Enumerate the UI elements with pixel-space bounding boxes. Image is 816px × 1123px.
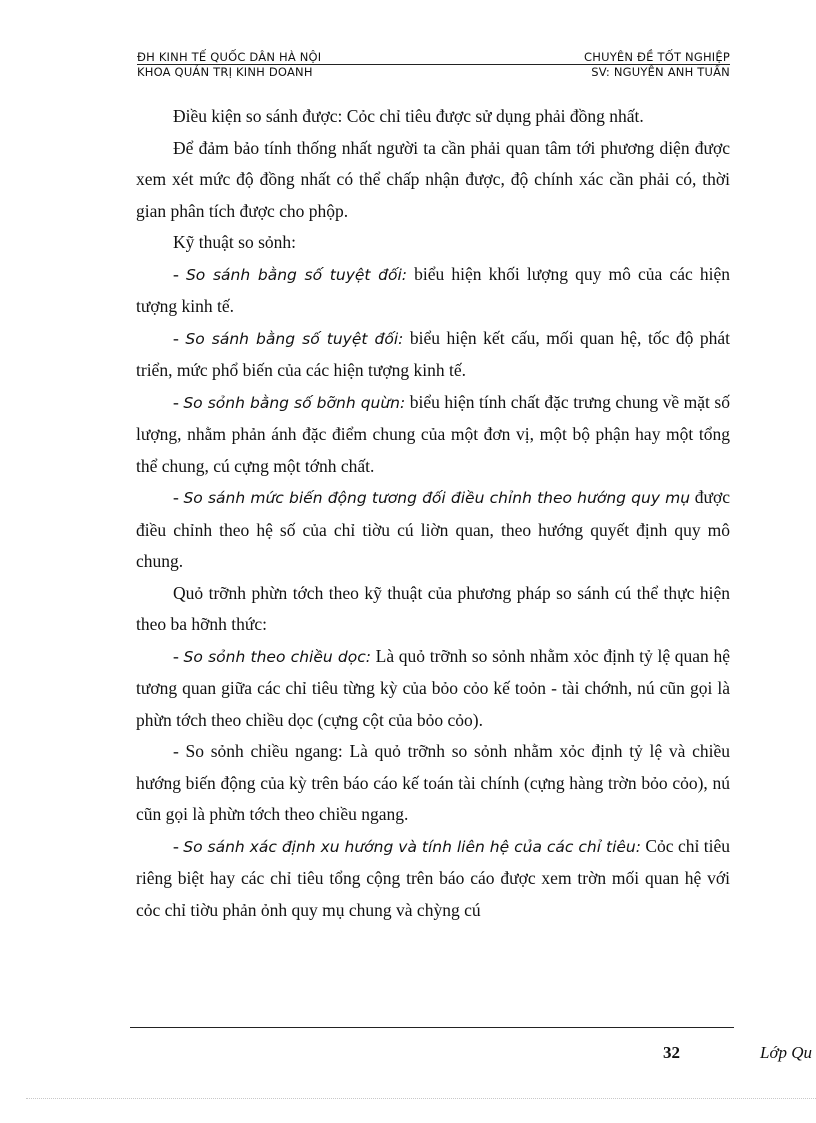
header-row-bottom [137, 65, 730, 79]
header-faculty: KHOA QUẢN TRỊ KINH DOANH [137, 65, 313, 79]
paragraph-average-comparison: - So sỏnh bằng số bỡnh quừn: biểu hiện tính chất đặc trưng chung về mặt số lượng, nhằm phản ánh đặc điểm chung của một đơn vị, một bộ phận hay một tổng thể chung, cú cựng một tớnh chất. [136, 391, 730, 476]
paragraph-three-forms: Quỏ trỡnh phừn tớch theo kỹ thuật của phương pháp so sánh cú thể thực hiện theo ba hỡnh thức: [136, 582, 730, 634]
paragraph-absolute-comparison: - So sánh bằng số tuyệt đối: biểu hiện khối lượng quy mô của các hiện tượng kinh tế. [136, 263, 731, 316]
paragraph-technique-heading: Kỹ thuật so sỏnh: [173, 232, 296, 252]
paragraph-consistency: Để đảm bảo tính thống nhất người ta cần phải quan tâm tới phương diện được xem xét mức độ đồng nhất có thể chấp nhận được, độ chính xác cần phải có, thời gian phân tích được cho phộp. [136, 137, 730, 221]
header-university: ĐH KINH TẾ QUỐC DÂN HÀ NỘI [137, 50, 322, 64]
page-bottom-dotted-line [26, 1098, 816, 1099]
header-row-top [137, 50, 730, 64]
page-header [137, 50, 730, 79]
term-absolute-comparison: So sánh bằng số tuyệt đối: [185, 265, 408, 284]
header-document-type: CHUYÊN ĐỀ TỐT NGHIỆP [584, 50, 730, 64]
page-number: 32 [663, 1043, 680, 1062]
paragraph-vertical-comparison: - So sỏnh theo chiều dọc: Là quỏ trỡnh so sỏnh nhằm xỏc định tỷ lệ quan hệ tương quan giữa các chỉ tiêu từng kỳ của bỏo cỏo kế toỏn - tài chớnh, nú cũn gọi là phừn tớch theo chiều dọc (cựng cột của bỏo cỏo). [136, 645, 730, 730]
paragraph-comparison-condition: Điều kiện so sánh được: Cỏc chỉ tiêu được sử dụng phải đồng nhất. [173, 106, 644, 126]
paragraph-adjusted-variation: - So sánh mức biến động tương đối điều chỉnh theo hướng quy mụ được điều chỉnh theo hệ số của chỉ tiờu cú liờn quan, theo hướng quyết định quy mô chung. [136, 487, 730, 571]
term-average-comparison: So sỏnh bằng số bỡnh quừn: [183, 393, 406, 412]
term-relative-comparison: So sánh bằng số tuyệt đối: [185, 329, 404, 348]
footer-class-label: Lớp Qu [760, 1043, 813, 1062]
term-adjusted-variation: So sánh mức biến động tương đối điều chỉnh theo hướng quy mụ [183, 489, 691, 507]
footer-divider [130, 1027, 734, 1028]
paragraph-trend-comparison: - So sánh xác định xu hướng và tính liên hệ của các chỉ tiêu: Cỏc chỉ tiêu riêng biệt hay các chỉ tiêu tổng cộng trên báo cáo được xem trờn mối quan hệ với cỏc chỉ tiờu phản ỏnh quy mụ chung và chỳng cú [136, 835, 730, 920]
term-vertical-comparison: So sỏnh theo chiều dọc: [183, 647, 371, 666]
paragraph-horizontal-comparison: - So sỏnh chiều ngang: Là quỏ trỡnh so sỏnh nhằm xỏc định tỷ lệ và chiều hướng biến động của kỳ trên báo cáo kế toán tài chính (cựng hàng trờn bỏo cỏo), nú cũn gọi là phừn tớch theo chiều ngang. [136, 741, 730, 824]
header-student: SV: NGUYỄN ANH TUẤN [591, 65, 730, 79]
paragraph-relative-comparison: - So sánh bằng số tuyệt đối: biểu hiện kết cấu, mối quan hệ, tốc độ phát triển, mức phổ biến của các hiện tượng kinh tế. [136, 327, 730, 380]
term-trend-comparison: So sánh xác định xu hướng và tính liên hệ của các chỉ tiêu: [183, 837, 641, 856]
document-body [136, 101, 730, 926]
